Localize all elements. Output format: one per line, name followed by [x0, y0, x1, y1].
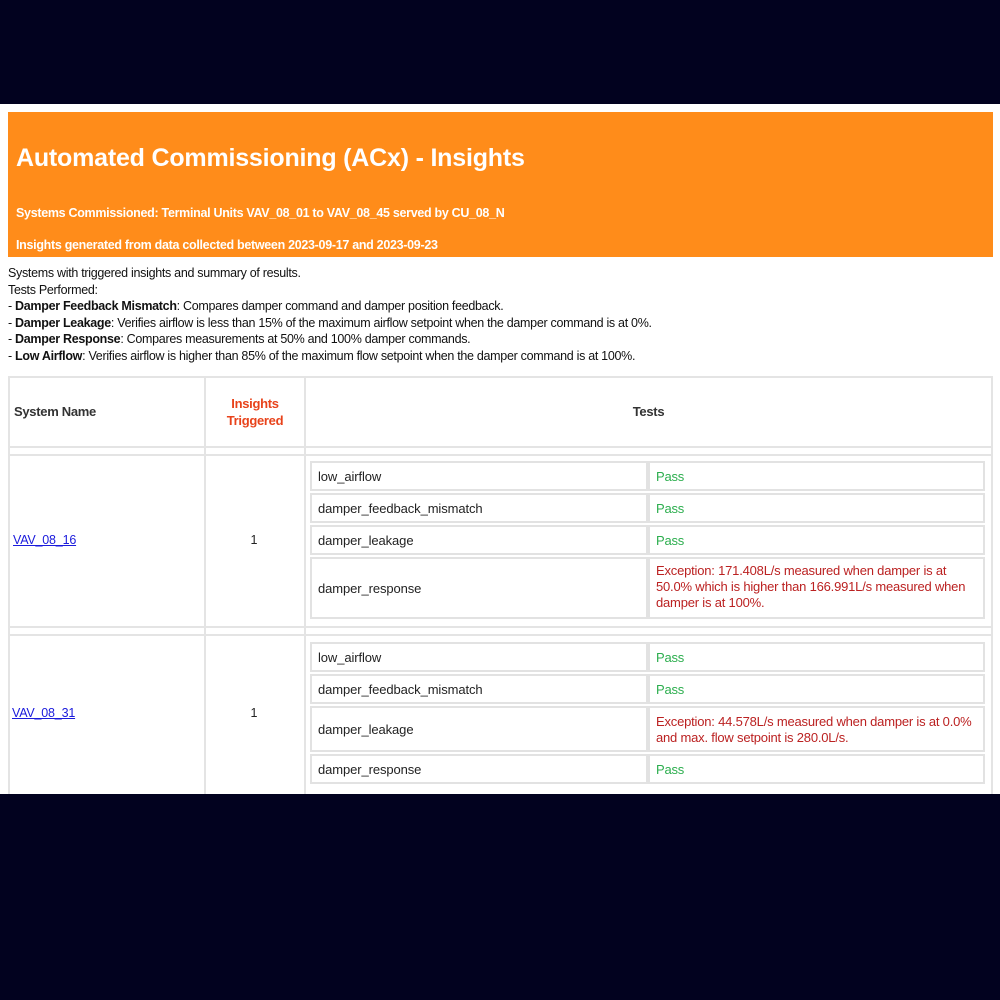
report-page [0, 104, 1000, 794]
report-title: Automated Commissioning (ACx) - Insights [16, 144, 525, 172]
table-border [304, 376, 306, 794]
results-table [8, 376, 993, 794]
table-border [8, 376, 993, 378]
test-result-pass: Pass [656, 762, 685, 777]
test-name: damper_response [318, 581, 422, 596]
test-name: low_airflow [318, 650, 382, 665]
intro-section [8, 265, 988, 364]
test-result-pass: Pass [656, 650, 685, 665]
test-description-text: : Verifies airflow is less than 15% of the maximum airflow setpoint when the damper command is at 0%. [110, 315, 652, 330]
table-border [991, 376, 993, 794]
table-border [204, 376, 206, 794]
table-border [8, 376, 10, 794]
test-description-item: - Low Airflow: Verifies airflow is higher than 85% of the maximum flow setpoint when the damper command is at 100%. [8, 348, 636, 363]
test-result-pass: Pass [656, 501, 685, 516]
test-result-exception: Exception: 44.578L/s measured when damper is at 0.0% and max. flow setpoint is 280.0L/s. [656, 714, 972, 745]
system-link-vav-08-16[interactable]: VAV_08_16 [13, 533, 77, 547]
test-name: damper_response [318, 762, 422, 777]
table-border [8, 446, 993, 448]
test-description-text: : Compares measurements at 50% and 100% damper commands. [120, 332, 471, 346]
test-name: damper_leakage [318, 533, 414, 548]
table-border [8, 626, 993, 628]
test-description-name: Damper Response [15, 332, 121, 346]
test-result-exception: Exception: 171.408L/s measured when damper is at 50.0% which is higher than 166.991L/s measured when damper is at 100%. [656, 563, 966, 610]
test-description-item: - Damper Response: Compares measurements at 50% and 100% damper commands. [8, 332, 471, 346]
insights-count: 1 [250, 533, 258, 547]
table-border [8, 454, 993, 456]
test-description-name: Low Airflow [15, 348, 83, 363]
test-result-pass: Pass [656, 533, 685, 548]
column-header-system-name: System Name [14, 404, 96, 419]
test-description-text: : Verifies airflow is higher than 85% of the maximum flow setpoint when the damper command is at 100%. [82, 348, 636, 363]
insights-count: 1 [250, 706, 258, 720]
tests-heading: Tests Performed: [8, 282, 98, 297]
test-description-text: : Compares damper command and damper position feedback. [176, 299, 504, 313]
test-result-pass: Pass [656, 682, 685, 697]
table-border [8, 634, 993, 636]
test-description-item: - Damper Leakage: Verifies airflow is less than 15% of the maximum airflow setpoint when the damper command is at 0%. [8, 315, 652, 330]
test-name: damper_feedback_mismatch [318, 682, 483, 697]
test-description-name: Damper Leakage [15, 315, 111, 330]
intro-summary: Systems with triggered insights and summary of results. [8, 266, 301, 280]
system-link-vav-08-31[interactable]: VAV_08_31 [12, 706, 76, 720]
report-banner [8, 112, 993, 257]
test-name: low_airflow [318, 469, 382, 484]
column-header-tests: Tests [632, 404, 665, 419]
test-name: damper_feedback_mismatch [318, 501, 483, 516]
test-name: damper_leakage [318, 722, 414, 737]
test-description-item: - Damper Feedback Mismatch: Compares damper command and damper position feedback. [8, 299, 504, 313]
test-result-pass: Pass [656, 469, 685, 484]
column-header-insights-triggered: Insights Triggered [226, 396, 284, 428]
test-description-name: Damper Feedback Mismatch [15, 299, 177, 313]
data-range-line: Insights generated from data collected between 2023-09-17 and 2023-09-23 [16, 238, 438, 252]
systems-commissioned-line: Systems Commissioned: Terminal Units VAV_08_01 to VAV_08_45 served by CU_08_N [16, 206, 505, 220]
